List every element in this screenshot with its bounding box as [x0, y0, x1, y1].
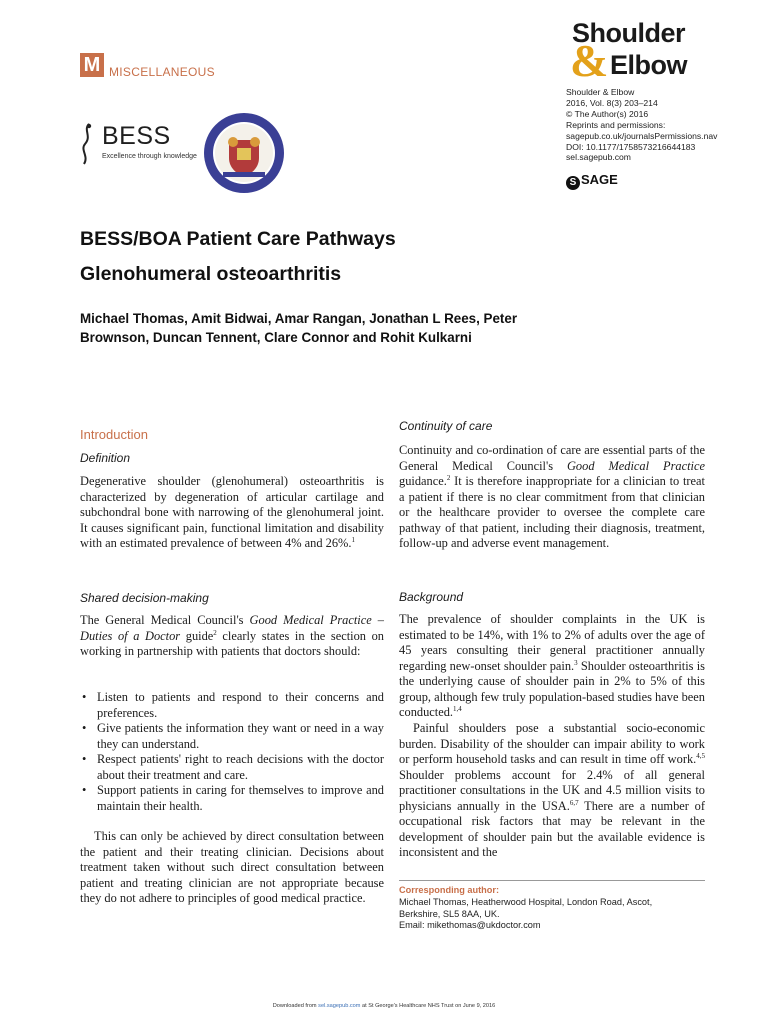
footer-suffix: at St George's Healthcare NHS Trust on June 9, 2016 [362, 1003, 496, 1009]
bg2-text-b: Shoulder problems account for 2.4% of all general practitioner consultations in the UK and 4.5 million visits to physicians annually in the USA. [399, 767, 705, 813]
shared-text-a: The General Medical Council's [80, 613, 244, 627]
pubinfo-copyright: © The Author(s) 2016 [566, 108, 649, 119]
footer-link[interactable]: sel.sagepub.com [318, 1003, 361, 1009]
ref-2b[interactable]: 2 [446, 473, 451, 482]
pubinfo-journal: Shoulder & Elbow [566, 87, 635, 97]
background-paragraph-2 [399, 721, 705, 861]
ref-4-5[interactable]: 4,5 [696, 751, 705, 760]
pubinfo-permissions-link[interactable]: sagepub.co.uk/journalsPermissions.nav [566, 130, 718, 141]
bess-figure-icon [80, 122, 94, 166]
author-list: Michael Thomas, Amit Bidwai, Amar Rangan, Jonathan L Rees, Peter Brownson, Duncan Tennent, Clare Connor and Rohit Kulkarni [80, 311, 518, 345]
list-item: • Respect patients' right to reach decisions with the doctor about their treatment and care. [80, 752, 384, 783]
sage-logo [566, 172, 618, 190]
journal-logo [570, 18, 700, 86]
ref-1[interactable]: 1 [351, 535, 355, 544]
sage-s-icon: S [566, 176, 580, 190]
list-item: • Support patients in caring for themselves to improve and maintain their health. [80, 783, 384, 814]
background-paragraph-1 [399, 612, 705, 721]
article-title: BESS/BOA Patient Care Pathways [80, 228, 396, 250]
list-item: • Give patients the information they want or need in a way they can understand. [80, 721, 384, 752]
ref-6-7[interactable]: 6,7 [569, 798, 579, 807]
doctor-duties-list [80, 690, 384, 814]
continuity-heading: Continuity of care [399, 419, 493, 433]
continuity-guide-title: Good Medical Practice [566, 458, 705, 473]
corresponding-address-1: Michael Thomas, Heatherwood Hospital, London Road, Ascot, [399, 896, 653, 907]
bg2-text-c: There are a number of occupational risk factors that may be relevant in the development of shoulder pain but the available evidence is inconsistent and the [399, 798, 706, 859]
shared-guide-title: Good Medical Practice – Duties of a Doctor [80, 613, 384, 643]
definition-text: Degenerative shoulder (glenohumeral) osteoarthritis is characterized by degeneration of articular cartilage and subchondral bone with narrowing of the glenohumeral joint. It causes significant pain, functional limitation and disability with an estimated prevalence of between 4% and 26%. [80, 474, 384, 550]
download-footer [0, 1003, 768, 1009]
continuity-text-a: Continuity and co-ordination of care are essential parts of the General Medical Council's [399, 443, 705, 473]
shared-text-c: clearly states in the section on working in partnership with patients that doctors should: [80, 628, 384, 658]
bess-tagline: Excellence through knowledge [102, 153, 197, 160]
logo-word-shoulder: Shoulder [572, 18, 686, 48]
footer-prefix: Downloaded from [272, 1003, 317, 1009]
publication-info [566, 87, 766, 163]
ref-2[interactable]: 2 [213, 628, 217, 637]
ref-3[interactable]: 3 [574, 658, 578, 667]
definition-paragraph [80, 474, 384, 552]
corresponding-email[interactable]: Email: mikethomas@ukdoctor.com [399, 920, 541, 931]
pubinfo-site-link[interactable]: sel.sagepub.com [566, 152, 631, 163]
introduction-heading: Introduction [80, 427, 148, 442]
continuity-text-c: It is therefore inappropriate for a clinician to treat a patient if there is no clear commitment from that clinician or the healthcare provider to oversee the complete care pathway of that patient, including their diagnosis, treatment, follow-up and adverse event management. [399, 474, 705, 550]
continuity-paragraph [399, 443, 705, 552]
corresponding-author-box [399, 885, 705, 932]
closing-paragraph: This can only be achieved by direct consultation between the patient and their treating clinician. Decisions about treatment taken without such direct consultation between patient and treating clinician are not appropriate because they do not adhere to principles of good medical practice. [80, 829, 384, 905]
bess-logo [80, 120, 200, 170]
bess-wordmark: BESS [102, 122, 171, 150]
shared-text-b: guide [185, 628, 214, 643]
bg2-text-a: Painful shoulders pose a substantial socio-economic burden. Disability of the shoulder can impair ability to work or perform household tasks and can result in time off work. [399, 721, 705, 766]
shared-decision-paragraph [80, 613, 384, 660]
bg1-text-b: Shoulder osteoarthritis is the underlying cause of shoulder pain in 2% to 5% of this group, although few truly population-based studies have been conducted. [399, 658, 705, 719]
ref-1-4[interactable]: 1,4 [453, 704, 462, 713]
pubinfo-reprints: Reprints and permissions: [566, 119, 666, 130]
background-heading: Background [399, 590, 464, 604]
section-label: MISCELLANEOUS [109, 65, 215, 79]
corresponding-divider [399, 880, 705, 881]
article-subtitle: Glenohumeral osteoarthritis [80, 263, 342, 285]
definition-heading: Definition [80, 451, 131, 465]
pubinfo-volume: 2016, Vol. 8(3) 203–214 [566, 97, 658, 108]
logo-word-elbow: Elbow [610, 50, 687, 80]
bg1-text-a: The prevalence of shoulder complaints in the UK is estimated to be 14%, with 1% to 2% of adults over the age of 45 years consulting their general practitioner annually regarding new-onset shoulder pain. [399, 612, 705, 673]
sage-wordmark: SAGE [581, 172, 618, 187]
list-item: • Listen to patients and respond to their concerns and preferences. [80, 690, 384, 721]
corresponding-address-2: Berkshire, SL5 8AA, UK. [399, 908, 500, 919]
corresponding-heading: Corresponding author: [399, 885, 500, 895]
continuity-text-b: guidance. [399, 474, 447, 488]
pubinfo-doi[interactable]: DOI: 10.1177/1758573216644183 [566, 141, 696, 152]
logo-ampersand: & [570, 35, 609, 86]
section-badge: M [80, 53, 104, 77]
boa-seal-icon [203, 112, 285, 194]
shared-decision-heading: Shared decision-making [80, 591, 209, 605]
